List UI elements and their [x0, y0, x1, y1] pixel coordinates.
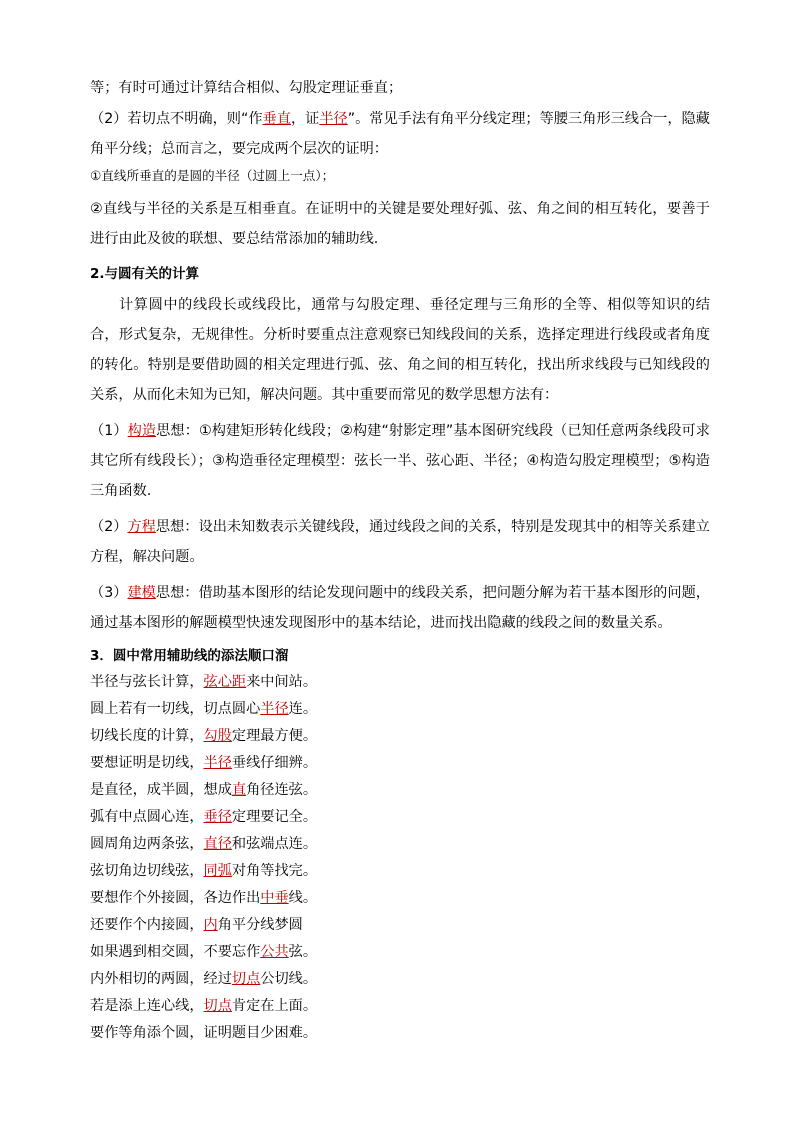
method-item-1 [90, 416, 710, 506]
verse-line [90, 888, 710, 908]
text-run: 线。 [288, 890, 318, 906]
text-run: （2） [90, 519, 128, 535]
text-run: 弧有中点圆心连， [90, 809, 204, 825]
verse-line [90, 672, 710, 692]
mnemonic-verse [90, 672, 710, 1043]
text-run: 连。 [288, 701, 318, 717]
highlight-term: 垂直 [262, 111, 291, 127]
verse-line [90, 780, 710, 800]
document-page [90, 78, 710, 1043]
verse-line [90, 807, 710, 827]
text-run: 对角等找完。 [231, 863, 318, 879]
text-run: 定理最方便。 [231, 728, 318, 744]
text-run: 圆周角边两条弦， [90, 836, 204, 852]
text-run: 圆上若有一切线，切点圆心 [90, 701, 261, 717]
text-run: 是直径，成半圆，想成 [90, 782, 232, 798]
text-run: 角径连弦。 [246, 782, 318, 798]
highlight-term: 直径 [203, 836, 232, 852]
verse-line [90, 996, 710, 1016]
text-run: 如果遇到相交圆，不要忘作 [90, 944, 261, 960]
text-run: （2）若切点不明确，则“作 [90, 111, 263, 127]
text-run: 思想：①构建矩形转化线段；②构建“射影定理”基本图研究线段（已知任意两条线段可求其它所有线段长）；③构造垂径定理模型：弦长一半、弦心距、半径；④构造勾股定理模型；⑤构造三角函数. [90, 423, 710, 499]
text-run: 要作等角添个圆，证明题目少困难。 [90, 1025, 318, 1041]
verse-line [90, 1023, 710, 1043]
paragraph-tangent-unclear [90, 104, 710, 164]
highlight-term: 切点 [231, 971, 261, 987]
highlight-term: 同弧 [203, 863, 232, 879]
text-run: 来中间站。 [246, 674, 318, 690]
text-run: 角平分线梦圆 [217, 917, 303, 933]
point-1: ①直线所垂直的是圆的半径（过圆上一点）； [90, 168, 335, 183]
text-run: 切线长度的计算， [90, 728, 204, 744]
text-run: 思想：设出未知数表示关键线段，通过线段之间的关系，特别是发现其中的相等关系建立方程，解决问题。 [90, 519, 710, 565]
verse-line [90, 969, 710, 989]
text-run: ，证 [290, 111, 320, 127]
text-run: 弦切角边切线弦， [90, 863, 204, 879]
text-run: 半径与弦长计算， [90, 674, 204, 690]
paragraph-intro: 计算圆中的线段长或线段比，通常与勾股定理、垂径定理与三角形的全等、相似等知识的结合，形式复杂，无规律性。分析时要重点注意观察已知线段间的关系，选择定理进行线段或者角度的转化。特别是要借助圆的相关定理进行弧、弦、角之间的相互转化，找出所求线段与已知线段的关系，从而化未知为已知，解决问题。其中重要而常见的数学思想方法有： [90, 297, 710, 403]
highlight-term: 弦心距 [203, 674, 247, 690]
text-run: 要想证明是切线， [90, 755, 204, 771]
verse-line [90, 915, 710, 935]
highlight-term: 半径 [319, 111, 348, 127]
text-run: （3） [90, 585, 128, 601]
text-run: 定理要记全。 [231, 809, 318, 825]
section-heading: 2.与圆有关的计算 [90, 266, 200, 282]
highlight-term: 垂径 [203, 809, 232, 825]
text-run: 要想作个外接圆，各边作出 [90, 890, 261, 906]
text-run: 弦。 [288, 944, 318, 960]
text-run: （1） [90, 423, 128, 439]
text-run: 还要作个内接圆， [90, 917, 204, 933]
method-item-3 [90, 578, 710, 638]
text-run: 垂线仔细辨。 [231, 755, 318, 771]
verse-line [90, 942, 710, 962]
highlight-term: 半径 [260, 701, 289, 717]
verse-line [90, 699, 710, 719]
highlight-term: 方程 [127, 519, 156, 535]
verse-line [90, 834, 710, 854]
point-2: ②直线与半径的关系是互相垂直。在证明中的关键是要处理好弧、弦、角之间的相互转化，要善于进行由此及彼的联想、要总结常添加的辅助线. [90, 201, 710, 247]
text-run: 肯定在上面。 [231, 998, 318, 1014]
text-run: ”。常见手法有角平分线定理；等腰三角形三线合一，隐藏角平分线；总而言之，要完成两个层次的证明： [90, 111, 710, 157]
highlight-term: 建模 [127, 585, 156, 601]
highlight-term: 切点 [203, 998, 232, 1014]
highlight-term: 公共 [260, 944, 289, 960]
text-run: 思想：借助基本图形的结论发现问题中的线段关系，把问题分解为若干基本图形的问题，通过基本图形的解题模型快速发现图形中的基本结论，进而找出隐藏的线段之间的数量关系。 [90, 585, 710, 631]
text-run: 若是添上连心线， [90, 998, 204, 1014]
text-run: 内外相切的两圆，经过 [90, 971, 232, 987]
highlight-term: 构造 [127, 423, 157, 439]
verse-line [90, 726, 710, 746]
text-run: 和弦端点连。 [231, 836, 318, 852]
section-heading: 3．圆中常用辅助线的添法顺口溜 [90, 648, 289, 664]
highlight-term: 半径 [203, 755, 232, 771]
highlight-term: 内 [203, 917, 218, 933]
text-line: 等；有时可通过计算结合相似、勾股定理证垂直； [90, 80, 403, 96]
text-run: 公切线。 [260, 971, 318, 987]
verse-line [90, 861, 710, 881]
highlight-term: 中垂 [260, 890, 289, 906]
highlight-term: 直 [231, 782, 247, 798]
method-item-2 [90, 512, 710, 572]
verse-line [90, 753, 710, 773]
highlight-term: 勾股 [203, 728, 232, 744]
